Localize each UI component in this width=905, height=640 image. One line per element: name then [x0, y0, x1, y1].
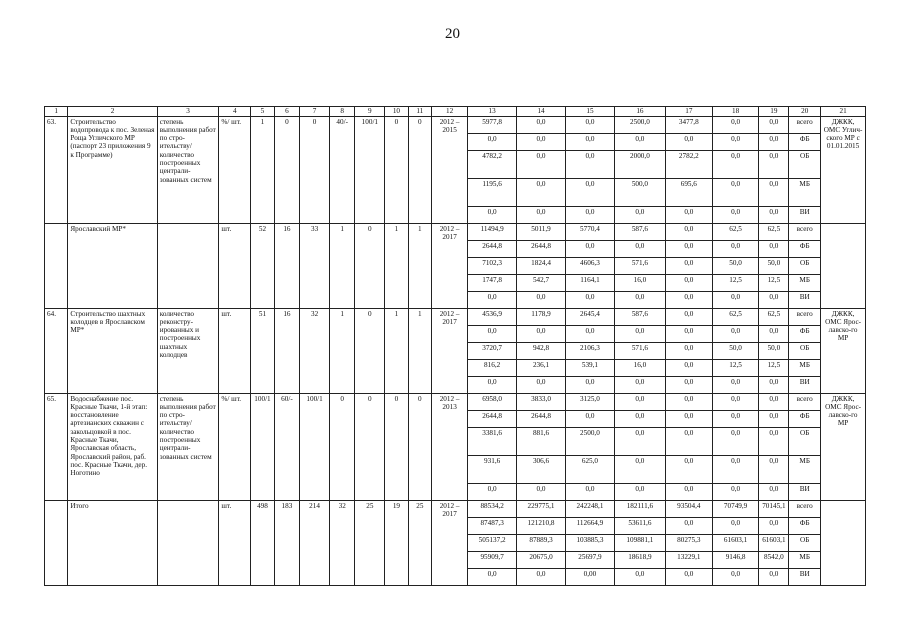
funding-value-cell: 2645,4	[565, 309, 614, 326]
funding-value-cell: 2644,8	[517, 241, 566, 258]
funding-value-cell: 0,0	[614, 326, 665, 343]
target-value-cell: 60/-	[274, 394, 300, 501]
target-value-cell: 0	[355, 224, 385, 309]
item-number-cell	[45, 501, 68, 586]
column-number-cell: 13	[468, 107, 517, 117]
funding-value-cell: 587,6	[614, 224, 665, 241]
funding-value-cell: 0,0	[712, 484, 759, 501]
funding-value-cell: 121210,8	[517, 518, 566, 535]
funding-value-cell: 0,0	[665, 456, 712, 484]
item-number-cell: 64.	[45, 309, 68, 394]
target-value-cell: 52	[251, 224, 274, 309]
target-value-cell: 100/1	[355, 117, 385, 224]
funding-value-cell: 0,0	[565, 292, 614, 309]
funding-value-cell: 112664,9	[565, 518, 614, 535]
funding-value-cell: 4606,3	[565, 258, 614, 275]
funding-value-cell: 0,0	[565, 411, 614, 428]
funding-value-cell: 182111,6	[614, 501, 665, 518]
funding-value-cell: 881,6	[517, 428, 566, 456]
funding-value-cell: 62,5	[712, 309, 759, 326]
unit-cell: шт.	[219, 309, 251, 394]
funding-value-cell: 0,0	[759, 394, 789, 411]
funding-value-cell: 0,0	[759, 411, 789, 428]
funding-value-cell: 88534,2	[468, 501, 517, 518]
funding-source-cell: ФБ	[789, 411, 821, 428]
indicator-cell: количество реконстру-ированных и построенных шахтных колодцев	[157, 309, 219, 394]
funding-value-cell: 12,5	[712, 275, 759, 292]
table-row	[45, 501, 866, 518]
funding-value-cell: 0,0	[712, 241, 759, 258]
funding-value-cell: 0,0	[665, 569, 712, 586]
funding-value-cell: 0,0	[759, 326, 789, 343]
funding-source-cell: ВИ	[789, 484, 821, 501]
funding-value-cell: 7102,3	[468, 258, 517, 275]
responsible-cell: ДЖКК, ОМС Ярос-лавско-го МР	[821, 309, 866, 394]
funding-value-cell: 0,0	[712, 292, 759, 309]
target-value-cell: 25	[408, 501, 431, 586]
funding-value-cell: 5977,8	[468, 117, 517, 134]
funding-value-cell: 1178,9	[517, 309, 566, 326]
target-value-cell: 100/1	[300, 394, 330, 501]
target-value-cell: 1	[385, 224, 408, 309]
indicator-cell	[157, 224, 219, 309]
unit-cell: %/ шт.	[219, 394, 251, 501]
unit-cell: шт.	[219, 224, 251, 309]
funding-value-cell: 0,0	[665, 275, 712, 292]
funding-source-cell: всего	[789, 224, 821, 241]
funding-value-cell: 13229,1	[665, 552, 712, 569]
column-number-cell: 4	[219, 107, 251, 117]
funding-value-cell: 539,1	[565, 360, 614, 377]
funding-source-cell: МБ	[789, 275, 821, 292]
target-value-cell: 0	[300, 117, 330, 224]
funding-value-cell: 0,00	[565, 569, 614, 586]
funding-value-cell: 0,0	[759, 179, 789, 207]
funding-value-cell: 0,0	[614, 428, 665, 456]
funding-value-cell: 816,2	[468, 360, 517, 377]
funding-value-cell: 242248,1	[565, 501, 614, 518]
funding-value-cell: 3125,0	[565, 394, 614, 411]
target-value-cell: 0	[355, 394, 385, 501]
funding-value-cell: 0,0	[565, 241, 614, 258]
table-row	[45, 309, 866, 326]
funding-value-cell: 12,5	[759, 360, 789, 377]
funding-value-cell: 0,0	[517, 179, 566, 207]
funding-value-cell: 0,0	[517, 569, 566, 586]
funding-value-cell: 80275,3	[665, 535, 712, 552]
column-number-cell: 20	[789, 107, 821, 117]
target-value-cell: 0	[385, 394, 408, 501]
funding-value-cell: 2782,2	[665, 151, 712, 179]
funding-value-cell: 16,0	[614, 360, 665, 377]
funding-value-cell: 0,0	[468, 292, 517, 309]
funding-value-cell: 0,0	[614, 394, 665, 411]
column-number-cell: 17	[665, 107, 712, 117]
target-value-cell: 1	[408, 309, 431, 394]
item-number-cell	[45, 224, 68, 309]
funding-value-cell: 3833,0	[517, 394, 566, 411]
funding-value-cell: 5770,4	[565, 224, 614, 241]
funding-value-cell: 571,6	[614, 343, 665, 360]
funding-value-cell: 0,0	[565, 207, 614, 224]
funding-value-cell: 0,0	[759, 569, 789, 586]
page-number: 20	[445, 26, 460, 42]
funding-value-cell: 53611,6	[614, 518, 665, 535]
funding-value-cell: 0,0	[759, 428, 789, 456]
funding-value-cell: 95909,7	[468, 552, 517, 569]
funding-value-cell: 0,0	[665, 258, 712, 275]
target-value-cell: 16	[274, 309, 300, 394]
period-cell: 2012 – 2017	[432, 501, 468, 586]
funding-value-cell: 0,0	[665, 292, 712, 309]
funding-value-cell: 2106,3	[565, 343, 614, 360]
funding-value-cell: 0,0	[614, 241, 665, 258]
funding-value-cell: 0,0	[759, 117, 789, 134]
period-cell: 2012 – 2015	[432, 117, 468, 224]
funding-source-cell: ВИ	[789, 292, 821, 309]
responsible-cell	[821, 501, 866, 586]
program-table	[44, 106, 866, 586]
column-number-cell: 2	[68, 107, 157, 117]
funding-value-cell: 0,0	[712, 179, 759, 207]
funding-value-cell: 0,0	[712, 411, 759, 428]
funding-value-cell: 0,0	[517, 377, 566, 394]
funding-value-cell: 9146,8	[712, 552, 759, 569]
funding-value-cell: 4782,2	[468, 151, 517, 179]
target-value-cell: 214	[300, 501, 330, 586]
funding-value-cell: 109881,1	[614, 535, 665, 552]
funding-value-cell: 18618,9	[614, 552, 665, 569]
funding-value-cell: 0,0	[565, 377, 614, 394]
funding-value-cell: 505137,2	[468, 535, 517, 552]
indicator-cell: степень выполнения работ по стро-ительству/ количество построенных централи-зованных систем	[157, 117, 219, 224]
funding-value-cell: 542,7	[517, 275, 566, 292]
funding-value-cell: 0,0	[565, 151, 614, 179]
funding-value-cell: 87487,3	[468, 518, 517, 535]
funding-value-cell: 8542,0	[759, 552, 789, 569]
funding-value-cell: 0,0	[468, 207, 517, 224]
target-value-cell: 0	[355, 309, 385, 394]
item-number-cell: 65.	[45, 394, 68, 501]
indicator-cell	[157, 501, 219, 586]
funding-value-cell: 942,8	[517, 343, 566, 360]
funding-value-cell: 0,0	[468, 569, 517, 586]
funding-value-cell: 3720,7	[468, 343, 517, 360]
funding-value-cell: 0,0	[614, 207, 665, 224]
table-row	[45, 394, 866, 411]
funding-value-cell: 93504,4	[665, 501, 712, 518]
funding-value-cell: 0,0	[517, 326, 566, 343]
funding-value-cell: 0,0	[614, 292, 665, 309]
column-number-cell: 12	[432, 107, 468, 117]
funding-value-cell: 236,1	[517, 360, 566, 377]
item-name-cell: Ярославский МР*	[68, 224, 157, 309]
funding-value-cell: 0,0	[614, 569, 665, 586]
funding-value-cell: 103885,3	[565, 535, 614, 552]
funding-value-cell: 0,0	[614, 484, 665, 501]
funding-value-cell: 0,0	[759, 207, 789, 224]
funding-value-cell: 0,0	[759, 377, 789, 394]
funding-value-cell: 6958,0	[468, 394, 517, 411]
funding-source-cell: всего	[789, 394, 821, 411]
target-value-cell: 498	[251, 501, 274, 586]
funding-value-cell: 500,0	[614, 179, 665, 207]
funding-value-cell: 62,5	[712, 224, 759, 241]
funding-value-cell: 0,0	[665, 484, 712, 501]
target-value-cell: 0	[385, 117, 408, 224]
funding-value-cell: 0,0	[665, 428, 712, 456]
target-value-cell: 33	[300, 224, 330, 309]
funding-value-cell: 2644,8	[468, 411, 517, 428]
funding-value-cell: 1195,6	[468, 179, 517, 207]
funding-value-cell: 5011,9	[517, 224, 566, 241]
funding-value-cell: 0,0	[712, 134, 759, 151]
funding-value-cell: 0,0	[759, 241, 789, 258]
target-value-cell: 100/1	[251, 394, 274, 501]
column-number-cell: 14	[517, 107, 566, 117]
funding-value-cell: 229775,1	[517, 501, 566, 518]
funding-value-cell: 0,0	[517, 484, 566, 501]
funding-value-cell: 61603,1	[759, 535, 789, 552]
funding-value-cell: 0,0	[712, 394, 759, 411]
funding-value-cell: 61603,1	[712, 535, 759, 552]
column-number-cell: 7	[300, 107, 330, 117]
item-name-cell: Строительство шахтных колодцев в Ярославском МР*	[68, 309, 157, 394]
funding-value-cell: 0,0	[468, 484, 517, 501]
funding-value-cell: 16,0	[614, 275, 665, 292]
funding-source-cell: ФБ	[789, 241, 821, 258]
funding-value-cell: 0,0	[565, 179, 614, 207]
column-number-cell: 11	[408, 107, 431, 117]
funding-source-cell: ФБ	[789, 134, 821, 151]
responsible-cell: ДЖКК, ОМС Ярос-лавско-го МР	[821, 394, 866, 501]
funding-value-cell: 0,0	[759, 134, 789, 151]
target-value-cell: 19	[385, 501, 408, 586]
column-number-cell: 19	[759, 107, 789, 117]
funding-value-cell: 306,6	[517, 456, 566, 484]
funding-source-cell: всего	[789, 117, 821, 134]
funding-value-cell: 0,0	[665, 309, 712, 326]
column-number-cell: 6	[274, 107, 300, 117]
column-number-cell: 16	[614, 107, 665, 117]
funding-source-cell: всего	[789, 501, 821, 518]
funding-source-cell: ВИ	[789, 377, 821, 394]
funding-value-cell: 62,5	[759, 309, 789, 326]
funding-value-cell: 0,0	[614, 456, 665, 484]
funding-value-cell: 0,0	[468, 326, 517, 343]
period-cell: 2012 – 2017	[432, 309, 468, 394]
funding-value-cell: 0,0	[468, 134, 517, 151]
funding-source-cell: ВИ	[789, 207, 821, 224]
funding-value-cell: 0,0	[665, 134, 712, 151]
column-number-cell: 21	[821, 107, 866, 117]
funding-value-cell: 0,0	[614, 377, 665, 394]
funding-value-cell: 0,0	[565, 484, 614, 501]
funding-source-cell: МБ	[789, 552, 821, 569]
funding-value-cell: 2000,0	[614, 151, 665, 179]
table-row	[45, 224, 866, 241]
funding-value-cell: 1164,1	[565, 275, 614, 292]
funding-value-cell: 0,0	[759, 151, 789, 179]
column-number-cell: 9	[355, 107, 385, 117]
funding-value-cell: 2500,0	[614, 117, 665, 134]
funding-source-cell: ОБ	[789, 343, 821, 360]
target-value-cell: 0	[274, 117, 300, 224]
period-cell: 2012 – 2013	[432, 394, 468, 501]
funding-value-cell: 0,0	[665, 360, 712, 377]
funding-value-cell: 12,5	[759, 275, 789, 292]
funding-value-cell: 2500,0	[565, 428, 614, 456]
funding-value-cell: 587,6	[614, 309, 665, 326]
funding-value-cell: 0,0	[759, 456, 789, 484]
funding-value-cell: 0,0	[517, 151, 566, 179]
target-value-cell: 32	[300, 309, 330, 394]
funding-source-cell: МБ	[789, 360, 821, 377]
funding-source-cell: ОБ	[789, 428, 821, 456]
funding-value-cell: 0,0	[665, 518, 712, 535]
funding-value-cell: 0,0	[468, 377, 517, 394]
funding-source-cell: МБ	[789, 456, 821, 484]
funding-value-cell: 62,5	[759, 224, 789, 241]
column-number-cell: 8	[329, 107, 355, 117]
target-value-cell: 1	[251, 117, 274, 224]
funding-value-cell: 0,0	[759, 292, 789, 309]
funding-value-cell: 695,6	[665, 179, 712, 207]
funding-value-cell: 87889,3	[517, 535, 566, 552]
funding-value-cell: 2644,8	[468, 241, 517, 258]
funding-value-cell: 0,0	[565, 134, 614, 151]
funding-value-cell: 0,0	[712, 326, 759, 343]
funding-value-cell: 0,0	[712, 428, 759, 456]
funding-value-cell: 20675,0	[517, 552, 566, 569]
funding-value-cell: 0,0	[712, 117, 759, 134]
funding-value-cell: 0,0	[665, 377, 712, 394]
funding-value-cell: 0,0	[712, 377, 759, 394]
column-number-cell: 3	[157, 107, 219, 117]
funding-value-cell: 0,0	[665, 326, 712, 343]
funding-value-cell: 0,0	[665, 343, 712, 360]
table-body	[45, 107, 866, 586]
funding-value-cell: 50,0	[712, 343, 759, 360]
target-value-cell: 51	[251, 309, 274, 394]
period-cell: 2012 – 2017	[432, 224, 468, 309]
funding-value-cell: 25697,9	[565, 552, 614, 569]
column-number-cell: 1	[45, 107, 68, 117]
unit-cell: шт.	[219, 501, 251, 586]
funding-value-cell: 571,6	[614, 258, 665, 275]
funding-value-cell: 625,0	[565, 456, 614, 484]
funding-value-cell: 50,0	[759, 343, 789, 360]
column-number-cell: 15	[565, 107, 614, 117]
target-value-cell: 32	[329, 501, 355, 586]
item-name-cell: Итого	[68, 501, 157, 586]
target-value-cell: 0	[408, 394, 431, 501]
funding-value-cell: 0,0	[712, 207, 759, 224]
funding-value-cell: 50,0	[712, 258, 759, 275]
item-number-cell: 63.	[45, 117, 68, 224]
responsible-cell	[821, 224, 866, 309]
funding-value-cell: 4536,9	[468, 309, 517, 326]
indicator-cell: степень выполнения работ по стро-ительству/ количество построенных централи-зованных систем	[157, 394, 219, 501]
target-value-cell: 183	[274, 501, 300, 586]
unit-cell: %/ шт.	[219, 117, 251, 224]
funding-value-cell: 3381,6	[468, 428, 517, 456]
target-value-cell: 0	[329, 394, 355, 501]
funding-value-cell: 0,0	[517, 134, 566, 151]
funding-value-cell: 0,0	[665, 394, 712, 411]
target-value-cell: 1	[329, 309, 355, 394]
funding-value-cell: 0,0	[712, 569, 759, 586]
funding-value-cell: 2644,8	[517, 411, 566, 428]
funding-value-cell: 931,6	[468, 456, 517, 484]
table-row	[45, 117, 866, 134]
target-value-cell: 0	[408, 117, 431, 224]
funding-source-cell: ОБ	[789, 151, 821, 179]
target-value-cell: 1	[329, 224, 355, 309]
funding-source-cell: ФБ	[789, 518, 821, 535]
header-row	[45, 107, 866, 117]
target-value-cell: 16	[274, 224, 300, 309]
funding-value-cell: 11494,9	[468, 224, 517, 241]
funding-value-cell: 0,0	[665, 224, 712, 241]
funding-source-cell: ОБ	[789, 258, 821, 275]
funding-value-cell: 0,0	[665, 207, 712, 224]
funding-value-cell: 70145,1	[759, 501, 789, 518]
funding-value-cell: 0,0	[759, 484, 789, 501]
funding-value-cell: 1747,8	[468, 275, 517, 292]
funding-value-cell: 0,0	[565, 117, 614, 134]
column-number-cell: 5	[251, 107, 274, 117]
funding-value-cell: 0,0	[759, 518, 789, 535]
funding-value-cell: 0,0	[517, 292, 566, 309]
funding-value-cell: 50,0	[759, 258, 789, 275]
funding-value-cell: 3477,8	[665, 117, 712, 134]
funding-value-cell: 0,0	[565, 326, 614, 343]
funding-value-cell: 0,0	[712, 456, 759, 484]
funding-source-cell: ВИ	[789, 569, 821, 586]
funding-value-cell: 0,0	[712, 518, 759, 535]
item-name-cell: Водоснабжение пос. Красные Ткачи, 1-й этап: восстановление артезианских скважин с закольцовкой в пос. Красные Ткачи, Ярославская область, Ярославский район, раб. пос. Красные Ткачи, дер. Ноготино	[68, 394, 157, 501]
funding-value-cell: 0,0	[517, 117, 566, 134]
funding-source-cell: ОБ	[789, 535, 821, 552]
funding-value-cell: 70749,9	[712, 501, 759, 518]
column-number-cell: 18	[712, 107, 759, 117]
funding-value-cell: 0,0	[665, 241, 712, 258]
funding-source-cell: ФБ	[789, 326, 821, 343]
funding-value-cell: 1824,4	[517, 258, 566, 275]
target-value-cell: 1	[408, 224, 431, 309]
funding-source-cell: всего	[789, 309, 821, 326]
responsible-cell: ДЖКК, ОМС Углич-ского МР с 01.01.2015	[821, 117, 866, 224]
funding-value-cell: 0,0	[712, 151, 759, 179]
funding-source-cell: МБ	[789, 179, 821, 207]
target-value-cell: 25	[355, 501, 385, 586]
funding-value-cell: 0,0	[614, 134, 665, 151]
target-value-cell: 40/-	[329, 117, 355, 224]
item-name-cell: Строительство водопровода к пос. Зеленая Роща Угличского МР (паспорт 23 приложения 9 к Программе)	[68, 117, 157, 224]
target-value-cell: 1	[385, 309, 408, 394]
funding-value-cell: 0,0	[614, 411, 665, 428]
funding-value-cell: 0,0	[517, 207, 566, 224]
column-number-cell: 10	[385, 107, 408, 117]
funding-value-cell: 12,5	[712, 360, 759, 377]
funding-value-cell: 0,0	[665, 411, 712, 428]
